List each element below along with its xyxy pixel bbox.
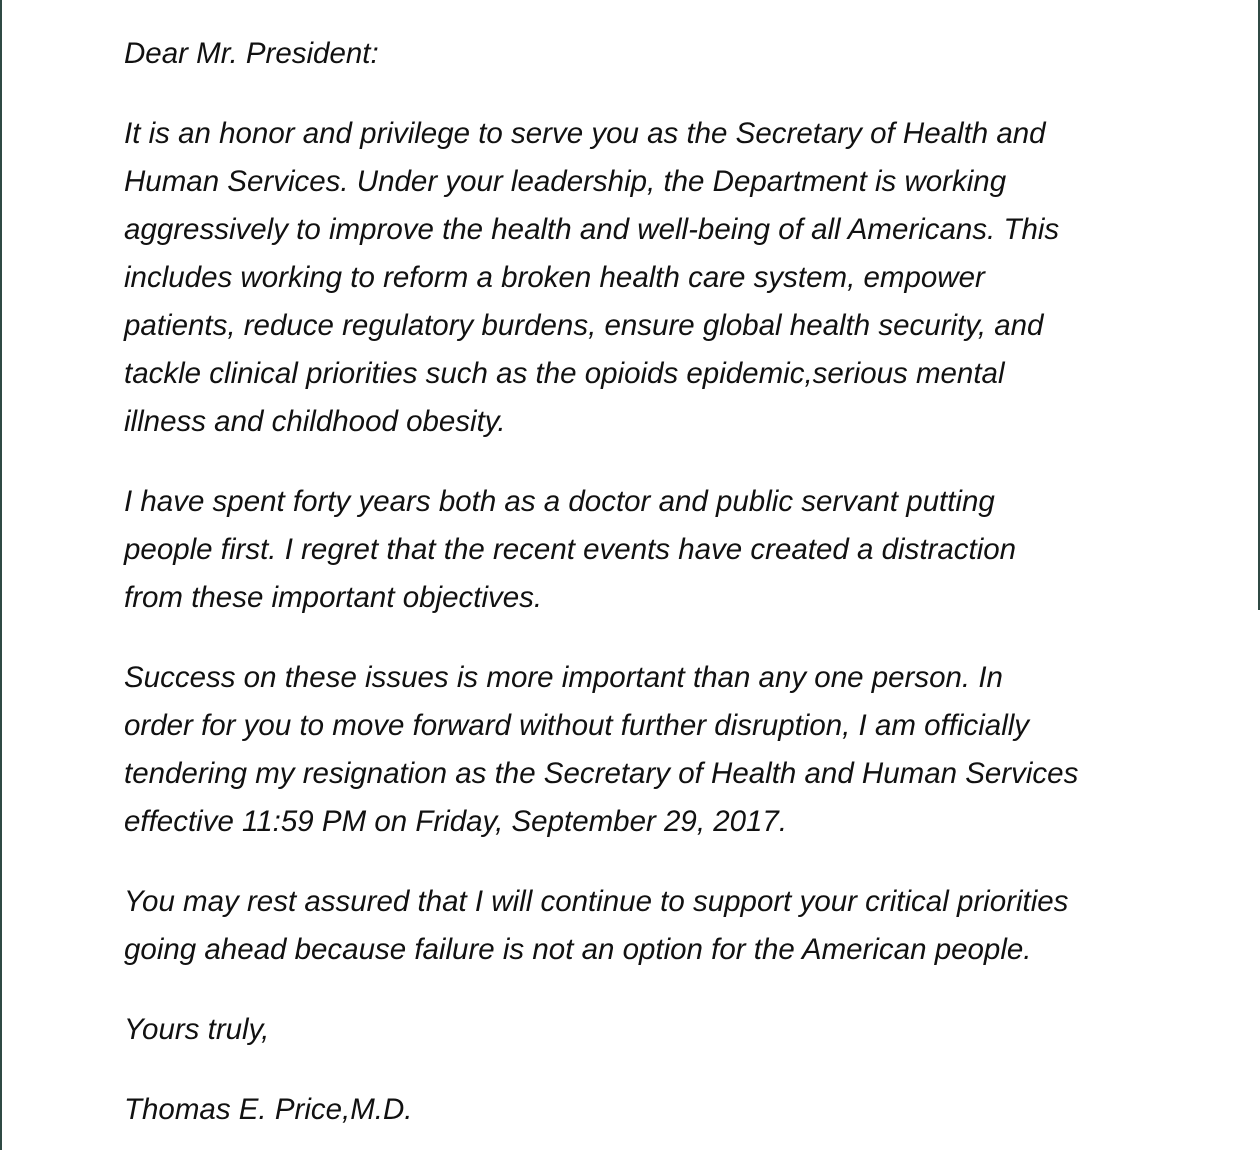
letter-paragraph-2: I have spent forty years both as a doctor and public servant putting people first. I regret that the recent events have created a distraction from these important objectives. bbox=[124, 485, 1017, 614]
letter-paragraph-3: Success on these issues is more important than any one person. In order for you to move forward without further disruption, I am officially tendering my resignation as the Secretary of Health and Human Services effective 11:59 PM on Friday, September 29, 2017. bbox=[124, 661, 1079, 838]
letter-signature: Thomas E. Price,M.D. bbox=[124, 1093, 413, 1126]
letter-body bbox=[124, 30, 1184, 1150]
letter-closing: Yours truly, bbox=[124, 1013, 270, 1046]
letter-paragraph-1: It is an honor and privilege to serve you as the Secretary of Health and Human Services. Under your leadership, the Department is working aggressively to improve the health and well-being of all Americans. This includes working to reform a broken health care system, empower patients, reduce regulatory burdens, ensure global health security, and tackle clinical priorities such as the opioids epidemic,serious mental illness and childhood obesity. bbox=[124, 117, 1060, 438]
letter-salutation: Dear Mr. President: bbox=[124, 37, 379, 70]
letter-paragraph-4: You may rest assured that I will continue to support your critical priorities going ahead because failure is not an option for the American people. bbox=[124, 885, 1069, 966]
